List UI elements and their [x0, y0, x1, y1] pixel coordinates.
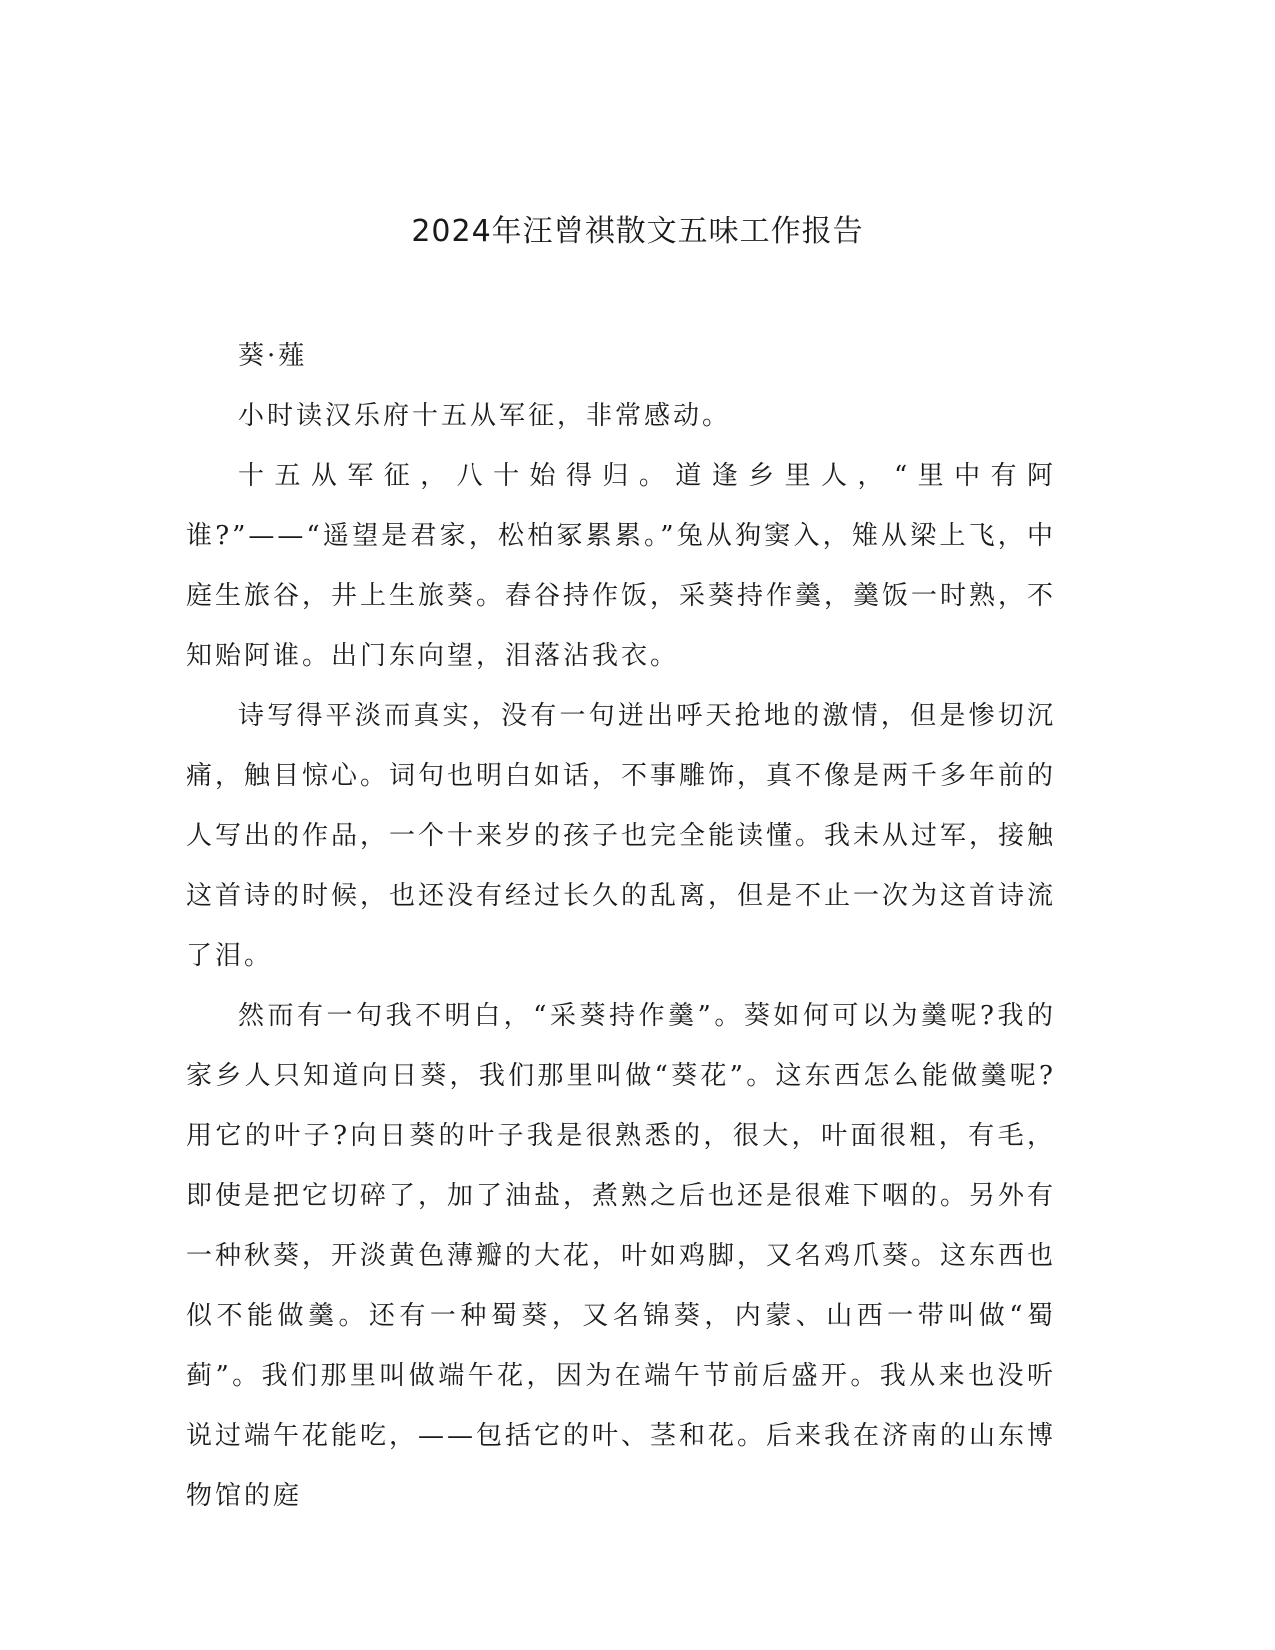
paragraph: 诗写得平淡而真实，没有一句迸出呼天抢地的激情，但是惨切沉痛，触目惊心。词句也明白如话，不事雕饰，真不像是两千多年前的人写出的作品，一个十来岁的孩子也完全能读懂。我未从过军，接触这首诗的时候，也还没有经过长久的乱离，但是不止一次为这首诗流了泪。: [186, 701, 1057, 971]
paragraph: 小时读汉乐府十五从军征，非常感动。: [238, 401, 732, 431]
paragraph: 然而有一句我不明白，“采葵持作羹”。葵如何可以为羹呢?我的家乡人只知道向日葵，我们那里叫做“葵花”。这东西怎么能做羹呢?用它的叶子?向日葵的叶子我是很熟悉的，很大，叶面很粗，有毛，即使是把它切碎了，加了油盐，煮熟之后也还是很难下咽的。另外有一种秋葵，开淡黄色薄瓣的大花，叶如鸡脚，又名鸡爪葵。这东西也似不能做羹。还有一种蜀葵，又名锦葵，内蒙、山西一带叫做“蜀蓟”。我们那里叫做端午花，因为在端午节前后盛开。我从来也没听说过端午花能吃，——包括它的叶、茎和花。后来我在济南的山东博物馆的庭: [186, 1001, 1057, 1511]
document-body: [186, 326, 1056, 1526]
poem-paragraph: 十五从军征，八十始得归。道逢乡里人，“里中有阿谁?”——“遥望是君家，松柏冢累累。”兔从狗窦入，雉从梁上飞，中庭生旅谷，井上生旅葵。舂谷持作饭，采葵持作羹，羹饭一时熟，不知贻阿谁。出门东向望，泪落沾我衣。: [186, 461, 1057, 671]
document-title: 2024年汪曾祺散文五味工作报告: [411, 214, 864, 249]
section-heading: 葵·薤: [238, 341, 308, 371]
